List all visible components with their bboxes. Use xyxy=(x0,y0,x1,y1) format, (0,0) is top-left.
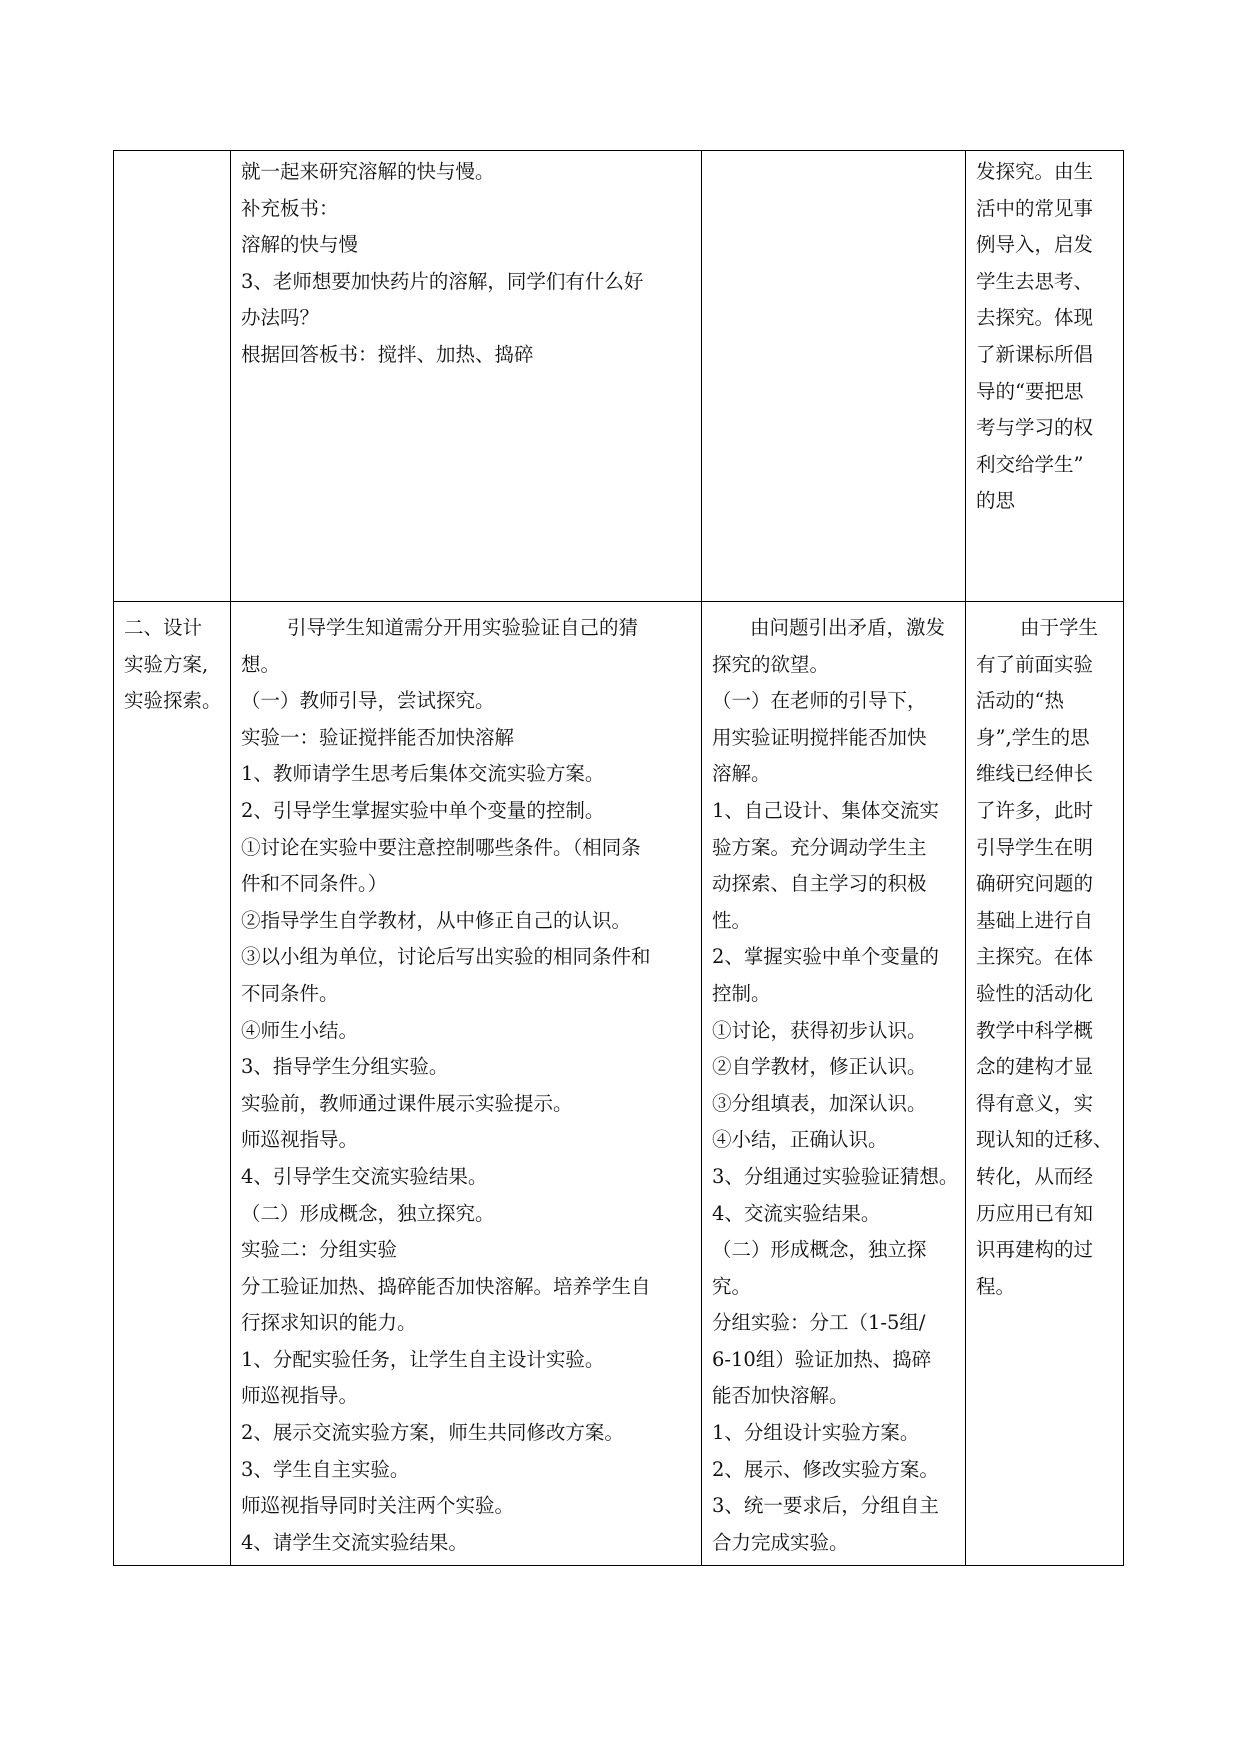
text-line: 验性的活动化 xyxy=(976,981,1094,1005)
student-activity-cell xyxy=(702,602,966,1566)
text-line: 发探究。由生 xyxy=(976,160,1094,183)
text-line: 溶解的快与慢 xyxy=(241,233,359,257)
text-line: 性。 xyxy=(712,908,752,932)
text-line: ①讨论，获得初步认识。 xyxy=(712,1018,927,1042)
text-line: 主探究。在体 xyxy=(976,945,1094,969)
text-line: 历应用已有知 xyxy=(976,1201,1094,1225)
text-line: 控制。 xyxy=(712,981,771,1005)
text-line: ③分组填表，加深认识。 xyxy=(712,1091,927,1115)
text-line: 究。 xyxy=(712,1274,752,1298)
text-line: ②自学教材，修正认识。 xyxy=(712,1055,927,1079)
text-line: 溶解。 xyxy=(712,762,771,786)
text-line: 学生去思考、 xyxy=(976,269,1094,293)
text-line: 办法吗？ xyxy=(241,306,320,330)
text-line: 识再建构的过 xyxy=(976,1238,1094,1262)
text-line: 实验二：分组实验 xyxy=(241,1238,398,1262)
text-line: 师巡视指导。 xyxy=(241,1128,359,1152)
text-line: 由于学生 xyxy=(1020,616,1099,639)
text-line: 师巡视指导同时关注两个实验。 xyxy=(241,1494,515,1518)
text-line: 补充板书： xyxy=(241,196,339,220)
text-line: 动探索、自主学习的积极 xyxy=(712,872,927,896)
text-line: 例导入，启发 xyxy=(976,233,1094,257)
text-line: 活动的“热 xyxy=(976,689,1064,713)
text-line: 师巡视指导。 xyxy=(241,1384,359,1408)
design-intent-cell xyxy=(966,151,1124,602)
text-line: 2、掌握实验中单个变量的 xyxy=(712,945,939,969)
stage-cell xyxy=(114,602,231,1566)
text-line: 转化，从而经 xyxy=(976,1164,1094,1188)
text-line: 1、分配实验任务，让学生自主设计实验。 xyxy=(241,1347,605,1371)
text-line: 3、老师想要加快药片的溶解，同学们有什么好 xyxy=(241,269,644,293)
text-line: ③以小组为单位，讨论后写出实验的相同条件和 xyxy=(241,945,651,969)
text-line: 去探究。体现 xyxy=(976,306,1094,330)
design-intent-cell xyxy=(966,602,1124,1566)
text-line: 2、展示交流实验方案，师生共同修改方案。 xyxy=(241,1421,624,1445)
text-line: （二）形成概念，独立探究。 xyxy=(241,1201,495,1225)
text-line: 念的建构才显 xyxy=(976,1055,1094,1079)
text-line: 4、引导学生交流实验结果。 xyxy=(241,1164,488,1188)
text-line: 身”,学生的思 xyxy=(976,725,1090,749)
text-line: 考与学习的权 xyxy=(976,416,1094,440)
text-line: 3、分组通过实验验证猜想。 xyxy=(712,1164,959,1188)
stage-label: 实验方案, xyxy=(124,652,209,676)
teacher-activity-cell xyxy=(231,602,702,1566)
text-line: 4、请学生交流实验结果。 xyxy=(241,1530,468,1554)
text-line: 分工验证加热、捣碎能否加快溶解。培养学生自 xyxy=(241,1274,651,1298)
text-line: 教学中科学概 xyxy=(976,1018,1094,1042)
text-line: 3、统一要求后，分组自主 xyxy=(712,1494,939,1518)
text-line: 程。 xyxy=(976,1274,1016,1298)
lesson-plan-table xyxy=(113,150,1124,1566)
text-line: 导的“要把思 xyxy=(976,379,1084,403)
text-line: 用实验证明搅拌能否加快 xyxy=(712,725,927,749)
text-line: 2、展示、修改实验方案。 xyxy=(712,1457,939,1481)
text-line: 4、交流实验结果。 xyxy=(712,1201,881,1225)
text-line: 3、学生自主实验。 xyxy=(241,1457,410,1481)
text-line: 维线已经伸长 xyxy=(976,762,1094,786)
text-line: 有了前面实验 xyxy=(976,652,1094,676)
text-line: 1、自己设计、集体交流实 xyxy=(712,798,939,822)
text-line: 现认知的迁移、 xyxy=(976,1128,1113,1152)
text-line: 活中的常见事 xyxy=(976,196,1094,220)
text-line: ④师生小结。 xyxy=(241,1018,359,1042)
text-line: 利交给学生” xyxy=(976,452,1084,476)
text-line: 1、教师请学生思考后集体交流实验方案。 xyxy=(241,762,605,786)
text-line: 1、分组设计实验方案。 xyxy=(712,1421,920,1445)
text-line: （二）形成概念，独立探 xyxy=(712,1238,927,1262)
teacher-activity-cell xyxy=(231,151,702,602)
text-line: 能否加快溶解。 xyxy=(712,1384,849,1408)
text-line: 引导学生在明 xyxy=(976,835,1094,859)
text-line: 基础上进行自 xyxy=(976,908,1094,932)
text-line: （一）在老师的引导下， xyxy=(712,689,927,713)
text-line: 了许多，此时 xyxy=(976,798,1094,822)
text-line: 不同条件。 xyxy=(241,981,339,1005)
text-line: 由问题引出矛盾，激发 xyxy=(750,616,946,639)
text-line: 件和不同条件。） xyxy=(241,872,388,896)
table-row-experiment xyxy=(114,602,1124,1566)
text-line: 探究的欲望。 xyxy=(712,652,830,676)
text-line: ②指导学生自学教材，从中修正自己的认识。 xyxy=(241,908,632,932)
stage-label: 二、设计 xyxy=(124,616,203,639)
text-line: 验方案。充分调动学生主 xyxy=(712,835,927,859)
text-line: 分组实验：分工（1-5组/ xyxy=(712,1311,926,1335)
table-row-intro xyxy=(114,151,1124,602)
text-line: ④小结，正确认识。 xyxy=(712,1128,888,1152)
text-line: 就一起来研究溶解的快与慢。 xyxy=(241,160,495,183)
text-line: （一）教师引导，尝试探究。 xyxy=(241,689,495,713)
text-line: 引导学生知道需分开用实验验证自己的猜 xyxy=(287,616,639,639)
text-line: 6-10组）验证加热、捣碎 xyxy=(712,1347,932,1371)
text-line: 根据回答板书：搅拌、加热、捣碎 xyxy=(241,342,534,366)
text-line: 想。 xyxy=(241,652,281,676)
stage-cell xyxy=(114,151,231,602)
text-line: 3、指导学生分组实验。 xyxy=(241,1055,449,1079)
text-line: 实验一：验证搅拌能否加快溶解 xyxy=(241,725,515,749)
text-line: ①讨论在实验中要注意控制哪些条件。（相同条 xyxy=(241,835,641,859)
text-line: 行探求知识的能力。 xyxy=(241,1311,417,1335)
text-line: 了新课标所倡 xyxy=(976,342,1094,366)
text-line: 确研究问题的 xyxy=(976,872,1094,896)
text-line: 的思 xyxy=(976,489,1016,513)
text-line: 合力完成实验。 xyxy=(712,1530,849,1554)
text-line: 得有意义，实 xyxy=(976,1091,1094,1115)
text-line: 2、引导学生掌握实验中单个变量的控制。 xyxy=(241,798,605,822)
text-line: 实验前，教师通过课件展示实验提示。 xyxy=(241,1091,573,1115)
student-activity-cell xyxy=(702,151,966,602)
stage-label: 实验探索。 xyxy=(124,689,222,713)
